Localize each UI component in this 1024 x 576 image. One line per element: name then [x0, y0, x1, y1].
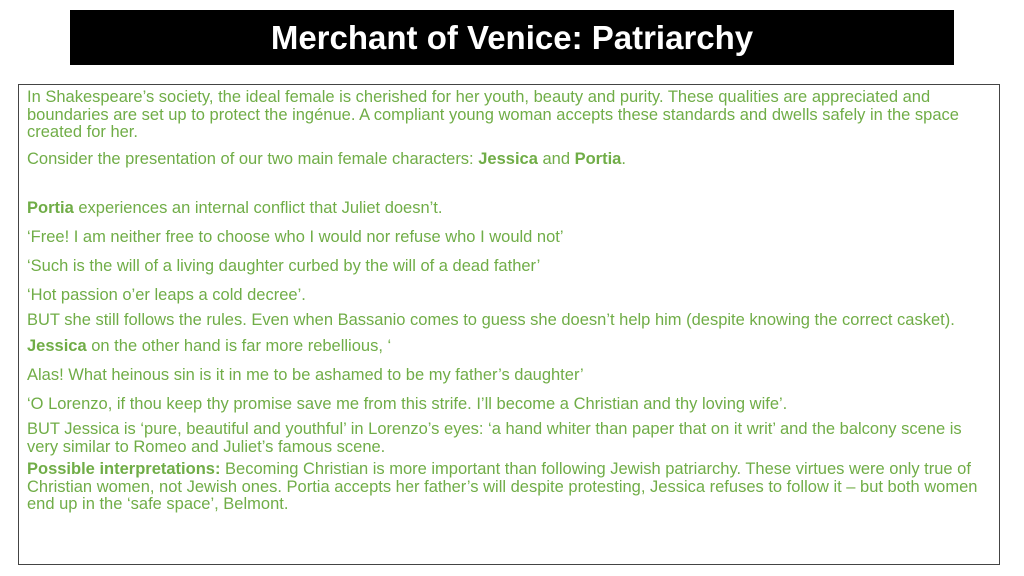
quote-alas: Alas! What heinous sin is it in me to be ashamed to be my father’s daughter’	[27, 366, 584, 384]
intro-paragraph: In Shakespeare’s society, the ideal female is cherished for her youth, beauty and purity. These qualities are appreciated and boundaries are set up to protect the ingénue. A compliant young woman accepts these standards and dwells safely in the space created for her.	[27, 88, 959, 141]
portia-name: Portia	[574, 149, 622, 168]
portia-text: experiences an internal conflict that Juliet doesn’t.	[73, 198, 443, 217]
interpretations-label: Possible interpretations:	[27, 460, 221, 478]
characters-text: Consider the presentation of our two main female characters:	[27, 149, 479, 168]
portia-paragraph	[27, 196, 991, 220]
jessica-paragraph	[27, 334, 991, 358]
portia-label: Portia	[27, 198, 74, 217]
title-bar	[70, 10, 954, 65]
content-box	[18, 84, 1000, 565]
quote-passion: ‘Hot passion o’er leaps a cold decree’.	[27, 285, 306, 304]
quote-will: ‘Such is the will of a living daughter curbed by the will of a dead father’	[27, 256, 541, 275]
interpretations-paragraph	[27, 461, 991, 514]
rules-paragraph: BUT she still follows the rules. Even when Bassanio comes to guess she doesn’t help him (despite knowing the correct casket).	[27, 310, 955, 329]
and-text: and	[537, 149, 575, 168]
jessica-name: Jessica	[478, 149, 538, 168]
interpretations-text: Becoming Christian is more important than following Jewish patriarchy. These virtues were only true of Christian women, not Jewish ones. Portia accepts her father’s will despite protesting, Jessica refuses to follow it – but both women end up in the ‘safe space’, Belmont.	[27, 460, 978, 513]
quote-free: ‘Free! I am neither free to choose who I would nor refuse who I would not’	[27, 227, 564, 246]
quote-lorenzo: ‘O Lorenzo, if thou keep thy promise save me from this strife. I’ll become a Christian and thy loving wife’.	[27, 395, 788, 413]
jessica-label: Jessica	[27, 337, 87, 355]
characters-paragraph	[27, 147, 991, 171]
slide-title: Merchant of Venice: Patriarchy	[270, 18, 754, 56]
period-text: .	[621, 149, 626, 168]
jessica-text: on the other hand is far more rebellious, ‘	[86, 337, 392, 355]
balcony-paragraph: BUT Jessica is ‘pure, beautiful and youthful’ in Lorenzo’s eyes: ‘a hand whiter than paper that on it writ’ and the balcony scene is very similar to Romeo and Juliet’s famous scene.	[27, 420, 962, 456]
